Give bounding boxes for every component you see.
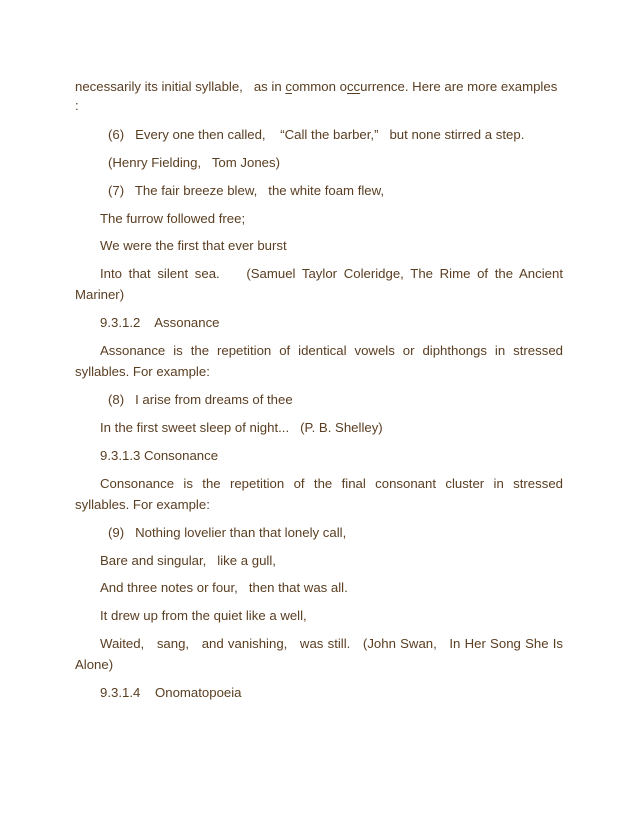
paragraph-line: syllables. For example: <box>75 497 210 512</box>
section-heading: 9.3.1.4 Onomatopoeia <box>100 685 242 700</box>
text-fragment: necessarily its initial syllable, as in <box>75 79 286 94</box>
example-line: Alone) <box>75 657 114 672</box>
text-run <box>75 78 557 96</box>
text-fragment: ommon o <box>291 79 347 94</box>
example-line: Mariner) <box>75 287 125 302</box>
paragraph-line <box>75 78 563 96</box>
underlined-letter: c <box>285 79 292 94</box>
example-line: It drew up from the quiet like a well, <box>100 608 307 623</box>
section-heading: 9.3.1.2 Assonance <box>100 315 220 330</box>
underlined-letters: cc <box>346 79 361 94</box>
example-line: Waited, sang, and vanishing, was still. (John Swan, In Her Song She Is <box>100 636 563 651</box>
example-line: The furrow followed free; <box>100 211 246 226</box>
section-heading: 9.3.1.3 Consonance <box>100 448 219 463</box>
example-line: And three notes or four, then that was all. <box>100 580 348 595</box>
example-line: (7) The fair breeze blew, the white foam flew, <box>108 183 385 198</box>
paragraph-line: : <box>75 98 79 113</box>
example-source: (Henry Fielding, Tom Jones) <box>108 155 280 170</box>
text-fragment: urrence. Here are more examples <box>360 79 558 94</box>
example-line: (9) Nothing lovelier than that lonely call, <box>108 525 347 540</box>
paragraph-line: Consonance is the repetition of the final consonant cluster in stressed <box>100 476 563 491</box>
example-line: We were the first that ever burst <box>100 238 287 253</box>
example-line: Into that silent sea. (Samuel Taylor Coleridge, The Rime of the Ancient <box>100 266 563 281</box>
paragraph-line: syllables. For example: <box>75 364 210 379</box>
paragraph-line: Assonance is the repetition of identical vowels or diphthongs in stressed <box>100 343 563 358</box>
example-line: (8) I arise from dreams of thee <box>108 392 293 407</box>
example-line: (6) Every one then called, “Call the barber,” but none stirred a step. <box>108 127 525 142</box>
example-line: Bare and singular, like a gull, <box>100 553 276 568</box>
example-line: In the first sweet sleep of night... (P. B. Shelley) <box>100 420 383 435</box>
